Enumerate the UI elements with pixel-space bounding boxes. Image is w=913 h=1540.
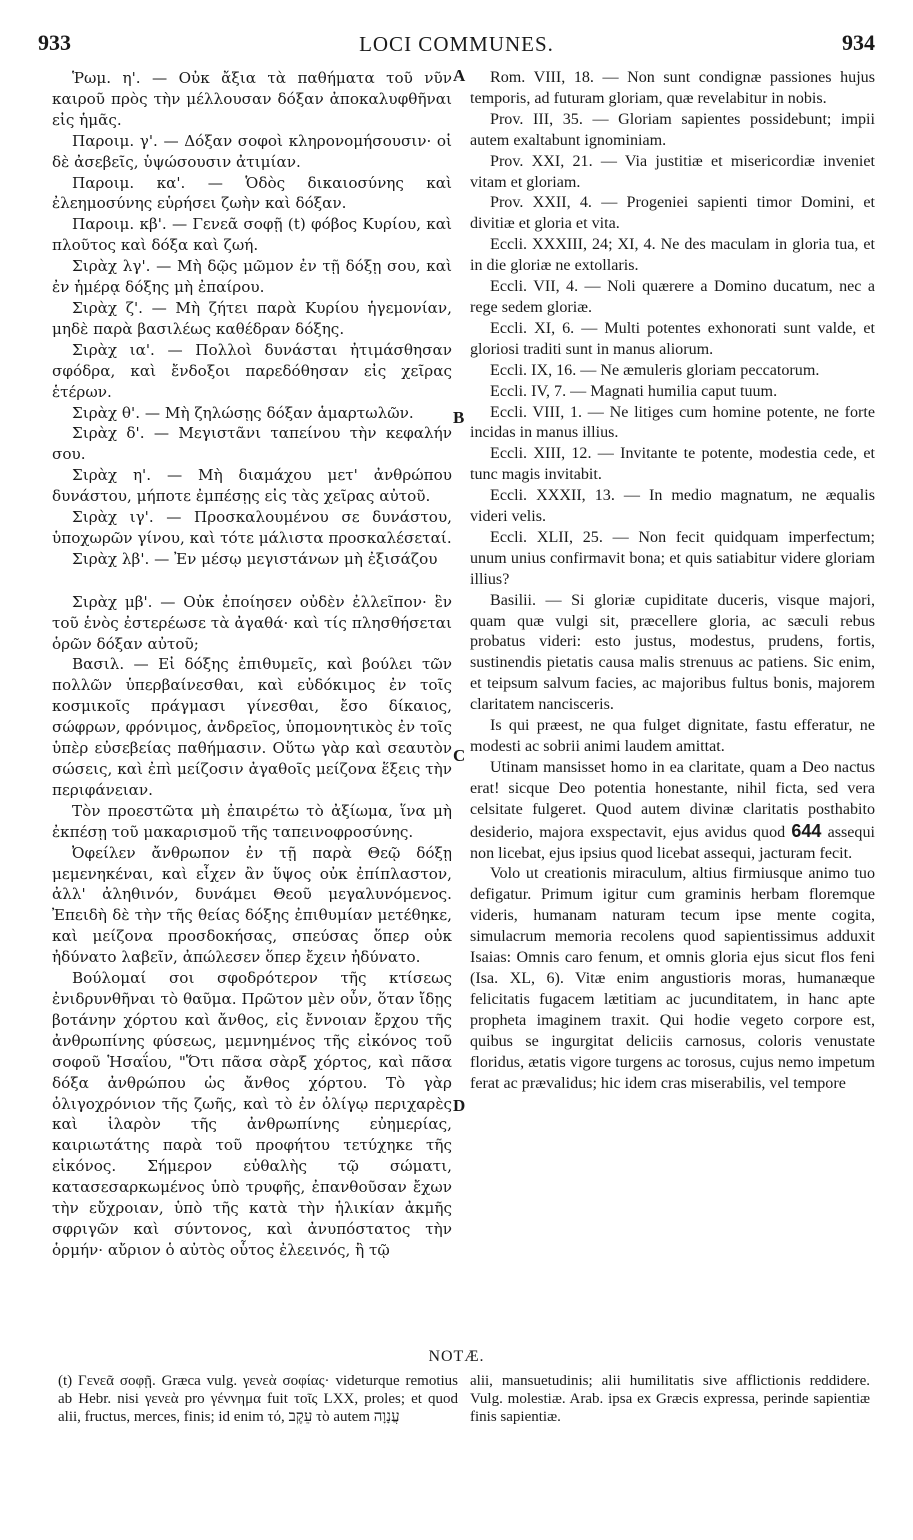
greek-paragraph: Βασιλ. — Εἰ δόξης ἐπιθυμεῖς, καὶ βούλει τῶν πολλῶν ὑπερβαίνεσθαι, καὶ εὐδόκιμος ἐν τοῖς κοσμικοῖς πράγμασι γίνεσθαι, ἔσο δίκαιος, σώφρων, φρόνιμος, ἀνδρεῖος, ὑπομονητικὸς ἐν τοῖς ὑπὲρ εὐσεβείας παθήμασιν. Οὕτω γὰρ καὶ σεαυτὸν σώσεις, καὶ ἐπὶ μείζοσιν ἀγαθοῖς μείζονα ἕξεις τὴν περιφάνειαν. [52,655,452,799]
greek-paragraph: Τὸν προεστῶτα μὴ ἐπαιρέτω τὸ ἀξίωμα, ἵνα μὴ ἐκπέσῃ τοῦ μακαρισμοῦ τῆς ταπεινοφροσύνης. [52,801,452,841]
latin-paragraph: Prov. XXI, 21. — Via justitiæ et misericordiæ inveniet vitam et gloriam. [470,152,875,191]
margin-marker-b: B [453,408,465,427]
greek-paragraph: Ὀφείλεν ἄνθρωπον ἐν τῇ παρὰ Θεῷ δόξῃ μεμενηκέναι, καὶ εἶχεν ἂν ὕψος οὐκ ἐπίπλαστον, ἀλλ' ἀληθινόν, δυνάμει Θεοῦ μεγαλυνόμενος. Ἐπειδὴ δὲ τὴν τῆς θείας δόξης ἐπιθυμίαν μετέθηκε, καὶ μείζονα προσδοκήσας, σπεύσας ὅπερ οὐκ ἠδύνατο λαβεῖν, ἀπώλεσεν ὅπερ ἔχειν ἠδύνατο. [52,843,452,967]
page-number-right: 934 [842,30,875,55]
greek-paragraph: Ῥωμ. η'. — Οὐκ ἄξια τὰ παθήματα τοῦ νῦν καιροῦ πρὸς τὴν μέλλουσαν δόξαν ἀποκαλυφθῆναι εἰς ἡμᾶς. [52,69,452,129]
latin-paragraph: Eccli. IX, 16. — Ne æmuleris gloriam peccatorum. [490,361,820,379]
footnote-left [58,1372,458,1426]
latin-text: Utinam mansisset homo in ea claritate, quam a Deo nactus erat! sicque Deo potentia honestante, nihil ficta, sed vera celsitate fulgeret. Quod autem divinæ claritatis posthabito desiderio, majora exspectavit, ejus avidus quod [470,758,875,841]
latin-paragraph: Prov. III, 35. — Gloriam sapientes possidebunt; impii autem exaltabunt ignominiam. [470,110,875,149]
greek-paragraph: Σιρὰχ δ'. — Μεγιστᾶνι ταπείνου τὴν κεφαλήν σου. [52,424,452,464]
greek-paragraph: Παροιμ. γ'. — Δόξαν σοφοὶ κληρονομήσουσιν· οἱ δὲ ἀσεβεῖς, ὑψώσουσιν ἀτιμίαν. [52,131,452,171]
latin-paragraph: Basilii. — Si gloriæ cupiditate duceris, visque majori, quam quæ vulgi sit, præcellere gloria, ac sæculi rebus probatus videri: esto justus, modestus, prudens, fortis, sustinendis pietatis causa malis strenuus ac patiens. Sic enim, et teipsum salvum facies, ac majoribus fultus bonis, majorem claritatem nancisceris. [470,591,875,714]
margin-marker-a: A [453,66,466,85]
latin-paragraph: Eccli. VII, 4. — Noli quærere a Domino ducatum, nec a rege sedem gloriæ. [470,278,875,316]
footnote-text: (t) Γενεᾶ σοφῇ. Græca vulg. γενεὰ σοφίας· videturque remotius ab Hebr. nisi γενεὰ pro γέννημα fuit τοῖς LXX, proles; et quod alii, fructus, merces, finis; id enim τό, עֵקֶב τὸ autem עֲנָוָה [58,1373,458,1425]
greek-paragraph: Σιρὰχ λγ'. — Μὴ δῷς μῶμον ἐν τῇ δόξῃ σου, καὶ ἐν ἡμέρᾳ δόξης μὴ ἐπαίρου. [52,257,452,297]
latin-paragraph: Eccli. IV, 7. — Magnati humilia caput tuum. [490,382,778,400]
greek-paragraph: Παροιμ. κβ'. — Γενεᾶ σοφῇ (t) φόβος Κυρίου, καὶ πλοῦτος καὶ δόξα καὶ ζωή. [52,215,452,255]
greek-paragraph: Σιρὰχ ιγ'. — Προσκαλουμένου σε δυνάστου, ὑποχωρῶν γίνου, καὶ τότε μάλιστα προσκαλέσεταί. [52,508,452,547]
latin-paragraph: Eccli. XI, 6. — Multi potentes exhonorati sunt valde, et gloriosi traditi sunt in manus aliorum. [470,319,875,358]
footnote-right [470,1372,870,1426]
latin-paragraph: Is qui præest, ne qua fulget dignitate, fastu efferatur, ne modesti ac sobrii animi laudem amittat. [470,717,875,755]
greek-paragraph: Σιρὰχ μβ'. — Οὐκ ἐποίησεν οὐδὲν ἐλλεῖπον· ἓν τοῦ ἑνὸς ἐστερέωσε τὰ ἀγαθά· καὶ τίς πλησθήσεται ὁρῶν δόξαν αὐτοῦ; [52,592,452,653]
greek-paragraph: Σιρὰχ η'. — Μὴ διαμάχου μετ' ἀνθρώπου δυνάστου, μήποτε ἐμπέσῃς εἰς τὰς χεῖρας αὐτοῦ. [52,466,452,506]
greek-paragraph: Σιρὰχ ζ'. — Μὴ ζήτει παρὰ Κυρίου ἡγεμονίαν, μηδὲ παρὰ βασιλέως καθέδραν δόξης. [52,298,452,338]
column-number-marker: 644 [791,820,822,841]
latin-column [470,68,875,1094]
page-number-left: 933 [38,30,71,55]
latin-paragraph [470,758,875,865]
latin-paragraph: Eccli. XXXII, 13. — In medio magnatum, ne æqualis videri velis. [470,487,875,526]
latin-paragraph: Eccli. VIII, 1. — Ne litiges cum homine potente, ne forte incidas in manus illius. [470,403,875,442]
spacer [52,570,452,592]
latin-paragraph: Prov. XXII, 4. — Progeniei sapienti timor Domini, et divitiæ et gloria et vita. [470,194,875,233]
latin-paragraph: Eccli. XXXIII, 24; XI, 4. Ne des maculam in gloria tua, et in die gloriæ ne extollaris. [470,236,875,275]
latin-paragraph: Eccli. XLII, 25. — Non fecit quidquam imperfectum; unum unius confirmavit bona; et quis satiabitur videre gloriam illius? [470,528,875,588]
page-header [38,30,875,60]
latin-paragraph: Volo ut creationis miraculum, altius firmiusque animo tuo defigatur. Primum igitur cum graminis herbam floremque videris, humanam naturam tecum ipse mente cogita, simulacrum memoria recolens quod sapientissimus adduxit Isaias: Omnis caro fenum, et omnis gloria ejus sicut flos feni (Isa. XL, 6). Vitæ enim angustioris moras, humanæque felicitatis fugacem lætitiam ac jucunditatem, in hanc apte propheta imaginem traxit. Qui hodie vegeto corpore est, quibus se ingurgitat deliciis carnosus, coloris venustate floridus, ætatis vigore turgens ac torosus, cujus nemo impetum ferat ac prævalidus; hic idem cras miserabilis, vel tempore [470,865,875,1092]
footnote-text: alii, mansuetudinis; alii humilitatis sive afflictionis reddidere. Vulg. molestiæ. Arab. ipsa ex Græcis expressa, perinde sapientiæ finis sapientiæ. [470,1373,870,1425]
latin-paragraph: Eccli. XIII, 12. — Invitante te potente, modestia cede, et tunc magis invitabit. [470,445,875,484]
greek-paragraph: Παροιμ. κα'. — Ὁδὸς δικαιοσύνης καὶ ἐλεημοσύνης εὑρήσει ζωὴν καὶ δόξαν. [52,173,452,213]
notes-heading: NOTÆ. [428,1348,485,1365]
latin-text: assequi non licebat, ejus ipsius quod licebat assequi, jacturam fecit. [470,823,875,862]
latin-paragraph: Rom. VIII, 18. — Non sunt condignæ passiones hujus temporis, ad futuram gloriam, quæ revelabitur in nobis. [470,69,875,107]
page-title: LOCI COMMUNES. [359,32,554,56]
margin-marker-c: C [453,746,466,765]
greek-paragraph: Βούλομαί σοι σφοδρότερον τῆς κτίσεως ἐνιδρυνθῆναι τὸ θαῦμα. Πρῶτον μὲν οὖν, ὅταν ἴδῃς βοτάνην χόρτου καὶ ἄνθος, εἰς ἔννοιαν ἔρχου τῆς ἀνθρωπίνης φύσεως, μεμνημένος τῆς εἰκόνος τοῦ σοφοῦ Ἡσαΐου, "Ὅτι πᾶσα σὰρξ χόρτος, καὶ πᾶσα δόξα ἀνθρώπου ὡς ἄνθος χόρτου. Τὸ γὰρ ὀλιγοχρόνιον τῆς ζωῆς, καὶ τὸ ἐν ὀλίγῳ περιχαρὲς καὶ ἱλαρὸν τῆς ἀνθρωπίνης εὐημερίας, καιριωτάτης παρὰ τοῦ προφήτου τετύχηκε τῆς εἰκόνος. Σήμερον εὐθαλὴς τῷ σώματι, κατασεσαρκωμένος ὑπὸ τρυφῆς, ἐπανθοῦσαν ἔχων τὴν εὔχροιαν, ὑπὸ τῆς κατὰ τὴν ἡλικίαν ἀκμῆς σφριγῶν καὶ σύντονος, καὶ ἀνυπόστατος τὴν ὁρμήν· αὔριον ὁ αὐτὸς οὗτος ἐλεεινός, ἢ τῷ [52,969,452,1259]
greek-paragraph: Σιρὰχ λβ'. — Ἐν μέσῳ μεγιστάνων μὴ ἐξισάζου [72,549,438,568]
greek-column [52,68,452,1261]
greek-paragraph: Σιρὰχ ια'. — Πολλοὶ δυνάσται ἠτιμάσθησαν σφόδρα, καὶ ἔνδοξοι παρεδόθησαν εἰς χεῖρας ἑτέρων. [52,340,452,401]
margin-marker-d: D [453,1096,466,1115]
greek-paragraph: Σιρὰχ θ'. — Μὴ ζηλώσῃς δόξαν ἁμαρτωλῶν. [72,403,414,422]
